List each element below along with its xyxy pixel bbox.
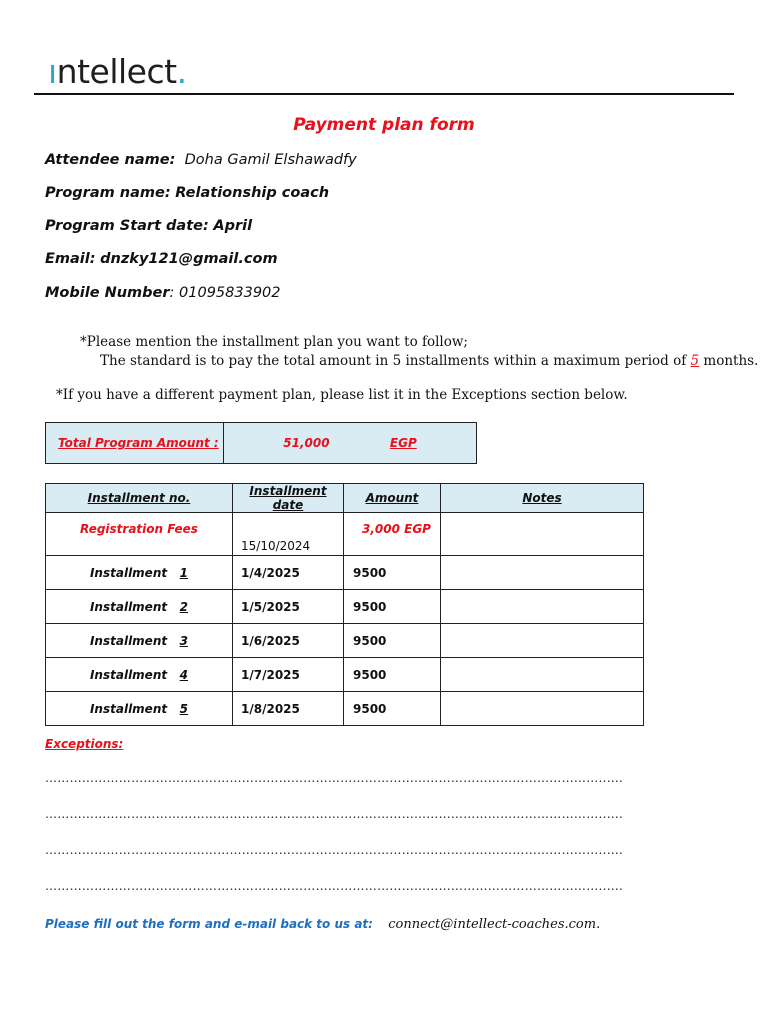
start-date-label: Program Start date: xyxy=(45,218,209,234)
registration-amount: 3,000 EGP xyxy=(344,513,441,556)
mobile-field xyxy=(45,285,281,301)
table-row xyxy=(46,513,644,556)
installment-notes[interactable] xyxy=(441,658,644,692)
installment-amount: 9500 xyxy=(344,556,441,590)
installment-notes[interactable] xyxy=(441,692,644,726)
instruction-text: The standard is to pay the total amount in 5 installments within a maximum period of xyxy=(100,353,687,369)
exceptions-line-3[interactable]: ………………………………………………………………………………………………………………………..…. xyxy=(45,843,624,857)
installment-label: Installment 3 xyxy=(46,624,233,658)
program-field xyxy=(45,185,329,201)
table-row xyxy=(46,658,644,692)
installment-amount: 9500 xyxy=(344,624,441,658)
logo-i: ı xyxy=(48,52,57,91)
email-field xyxy=(45,251,278,267)
start-date-value: April xyxy=(213,218,253,234)
table-row xyxy=(46,556,644,590)
installment-date: 1/6/2025 xyxy=(233,624,344,658)
attendee-value: Doha Gamil Elshawadfy xyxy=(184,152,357,168)
mobile-value: : 01095833902 xyxy=(169,285,281,301)
footer-prompt: Please fill out the form and e-mail back to us at: xyxy=(45,917,373,931)
total-amount-number: 51,000 xyxy=(283,436,330,450)
instruction-line-2 xyxy=(100,353,758,369)
start-date-field xyxy=(45,218,252,234)
total-amount-currency: EGP xyxy=(389,436,417,450)
exceptions-label: Exceptions: xyxy=(45,737,124,751)
installment-date: 1/7/2025 xyxy=(233,658,344,692)
logo-text: ntellect xyxy=(56,52,177,91)
program-label: Program name: xyxy=(45,185,171,201)
installment-notes[interactable] xyxy=(441,556,644,590)
installment-amount: 9500 xyxy=(344,658,441,692)
total-amount-table xyxy=(45,422,477,464)
attendee-label: Attendee name: xyxy=(45,152,176,168)
registration-date: 15/10/2024 xyxy=(233,513,344,556)
footer xyxy=(45,913,600,932)
table-row xyxy=(46,624,644,658)
program-value: Relationship coach xyxy=(175,185,330,201)
col-installment-no: Installment no. xyxy=(46,484,233,513)
attendee-field xyxy=(45,152,357,168)
total-amount-label: Total Program Amount : xyxy=(46,423,224,464)
mobile-label: Mobile Number xyxy=(45,285,170,301)
installment-label: Installment 4 xyxy=(46,658,233,692)
instruction-line-1: *Please mention the installment plan you want to follow; xyxy=(80,334,468,350)
registration-label: Registration Fees xyxy=(46,513,233,556)
logo-dot: . xyxy=(176,52,187,91)
installment-label: Installment 1 xyxy=(46,556,233,590)
installment-date: 1/5/2025 xyxy=(233,590,344,624)
registration-notes[interactable] xyxy=(441,513,644,556)
footer-email[interactable]: connect@intellect-coaches.com. xyxy=(388,917,601,932)
exceptions-line-1[interactable]: ………………………………………………………………………………………………………………………..…. xyxy=(45,771,624,785)
col-amount: Amount xyxy=(344,484,441,513)
instruction-line-3: *If you have a different payment plan, please list it in the Exceptions section below. xyxy=(56,387,628,403)
installment-table xyxy=(45,483,644,726)
col-notes: Notes xyxy=(441,484,644,513)
form-title: Payment plan form xyxy=(293,115,475,135)
installment-amount: 9500 xyxy=(344,590,441,624)
total-amount-value xyxy=(224,423,477,464)
exceptions-line-2[interactable]: ………………………………………………………………………………………………………………………..…. xyxy=(45,807,624,821)
installment-label: Installment 2 xyxy=(46,590,233,624)
email-value: dnzky121@gmail.com xyxy=(100,251,278,267)
installment-notes[interactable] xyxy=(441,624,644,658)
table-row xyxy=(46,692,644,726)
instruction-period-number: 5 xyxy=(690,353,700,369)
installment-date: 1/4/2025 xyxy=(233,556,344,590)
col-installment-date: Installment date xyxy=(233,484,344,513)
email-label: Email: xyxy=(45,251,96,267)
installment-notes[interactable] xyxy=(441,590,644,624)
installment-label: Installment 5 xyxy=(46,692,233,726)
table-header-row xyxy=(46,484,644,513)
installment-date: 1/8/2025 xyxy=(233,692,344,726)
installment-amount: 9500 xyxy=(344,692,441,726)
instruction-months: months. xyxy=(703,353,759,369)
header-rule xyxy=(34,93,734,95)
intellect-logo xyxy=(48,52,187,91)
exceptions-line-4[interactable]: ………………………………………………………………………………………………………………………..…. xyxy=(45,879,624,893)
table-row xyxy=(46,590,644,624)
